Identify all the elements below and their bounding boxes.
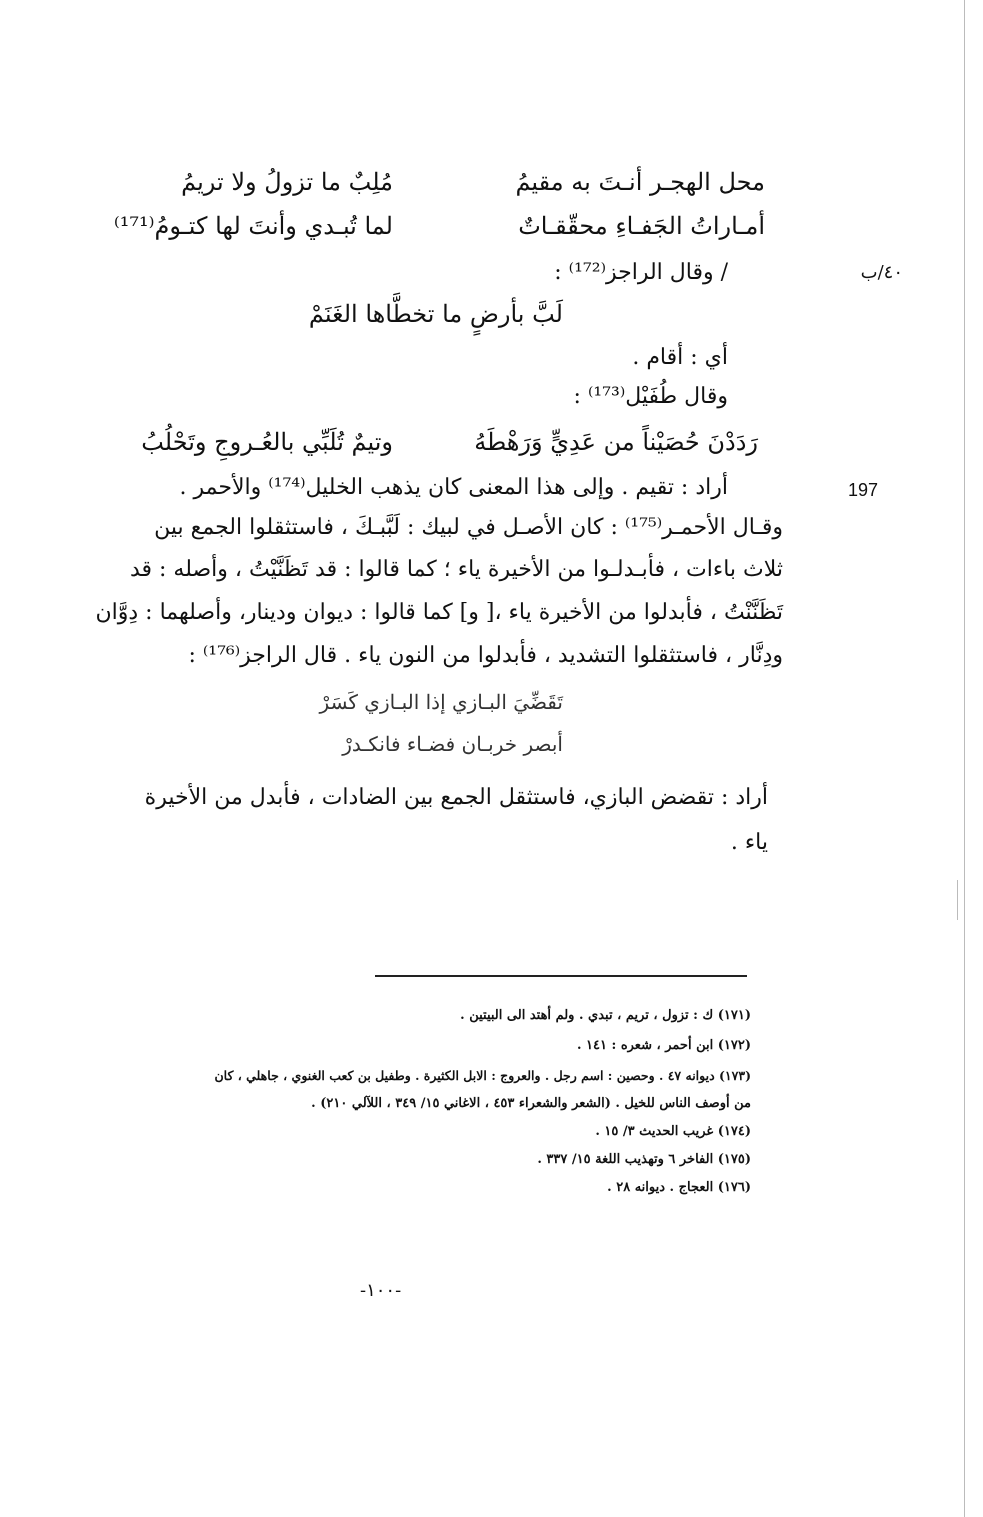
line-number: 197: [848, 480, 879, 500]
footnote: (١٧٣) ديوانه ٤٧ . وحصين : اسم رجل . والعروج : الابل الكثيرة . وطفيل بن كعب الغنوي ، جاهلي ، كان: [214, 1068, 751, 1083]
footnote-separator: [375, 975, 747, 977]
footnote: (١٧٦) العجاج . ديوانه ٢٨ .: [607, 1180, 751, 1195]
verse-hemistich-left: لما تُبـدي وأنتَ لها كتـومُ⁽¹⁷¹⁾: [113, 212, 393, 240]
paragraph-line: ودِنَّار ، فاستثقلوا التشديد ، فأبدلوا من النون ياء . قال الراجز⁽¹⁷⁶⁾ :: [188, 643, 783, 668]
folio-marker: ٤٠/ب: [860, 262, 903, 283]
verse-hemistich-right: محل الهجـر أنـتَ به مقيمُ: [515, 168, 765, 196]
paragraph-line: أراد : تقيم . وإلى هذا المعنى كان يذهب الخليل⁽¹⁷⁴⁾ والأحمر .: [179, 475, 728, 500]
paragraph-line: أراد : تقضض البازي، فاستثقل الجمع بين الضادات ، فأبدل من الأخيرة: [144, 785, 768, 810]
paragraph-line: ثلاث باءات ، فأبـدلـوا من الأخيرة ياء ؛ كما قالوا : قد تَظَنَّيْتُ ، وأصله : قد: [129, 557, 783, 582]
footnote: (١٧١) ك : تزول ، تريم ، تبدي . ولم أهتد الى البيتين .: [460, 1008, 751, 1023]
footnote: (١٧٤) غريب الحديث ٣/ ١٥ .: [595, 1124, 751, 1139]
footnote: (١٧٢) ابن أحمر ، شعره : ١٤١ .: [576, 1038, 751, 1053]
rajaz-verse: لَبَّ بأرضٍ ما تخطَّاها الغَنَمْ: [308, 300, 563, 328]
paragraph-line: وقـال الأحمـر⁽¹⁷⁵⁾ : كان الأصـل في لبيك : لَبَّبـكَ ، فاستثقلوا الجمع بين: [154, 515, 783, 540]
scan-edge-line: [964, 0, 965, 1517]
gloss: أي : أقام .: [632, 345, 728, 370]
quote-intro: / وقال الراجز⁽¹⁷²⁾ :: [554, 260, 728, 285]
page-number: -١٠٠-: [360, 1280, 402, 1301]
rajaz-verse: تَقَضِّيَ البـازي إذا البـازي كَسَرْ: [319, 690, 563, 714]
verse-hemistich-right: رَدَدْنَ حُصَيْناً من عَدِيٍّ وَرَهْطَهُ: [474, 428, 758, 456]
verse-hemistich-right: أمـاراتُ الجَفـاءِ محقّقـاتٌ: [518, 212, 765, 240]
verse-hemistich-left: مُلِبٌ ما تزولُ ولا تريمُ: [181, 168, 393, 196]
rajaz-verse: أبصر خربـان فضـاء فانكـدرْ: [342, 732, 563, 756]
quote-intro: وقال طُفَيْل⁽¹⁷³⁾ :: [573, 384, 728, 409]
footnote: (١٧٥) الفاخر ٦ وتهذيب اللغة ١٥/ ٣٣٧ .: [537, 1152, 751, 1167]
paragraph-line: ياء .: [730, 830, 768, 855]
verse-hemistich-left: وتيمٌ تُلَبِّي بالعُـروجِ وتَحْلُبُ: [141, 428, 393, 456]
footnote: من أوصف الناس للخيل . (الشعر والشعراء ٤٥٣ ، الاغاني ١٥/ ٣٤٩ ، اللآلي ٢١٠) .: [311, 1096, 751, 1111]
scan-edge-line: [957, 880, 958, 920]
paragraph-line: تَظَنَّنْتُ ، فأبدلوا من الأخيرة ياء ،[ و] كما قالوا : ديوان ودينار، وأصلهما : دِوَّان: [95, 600, 783, 625]
